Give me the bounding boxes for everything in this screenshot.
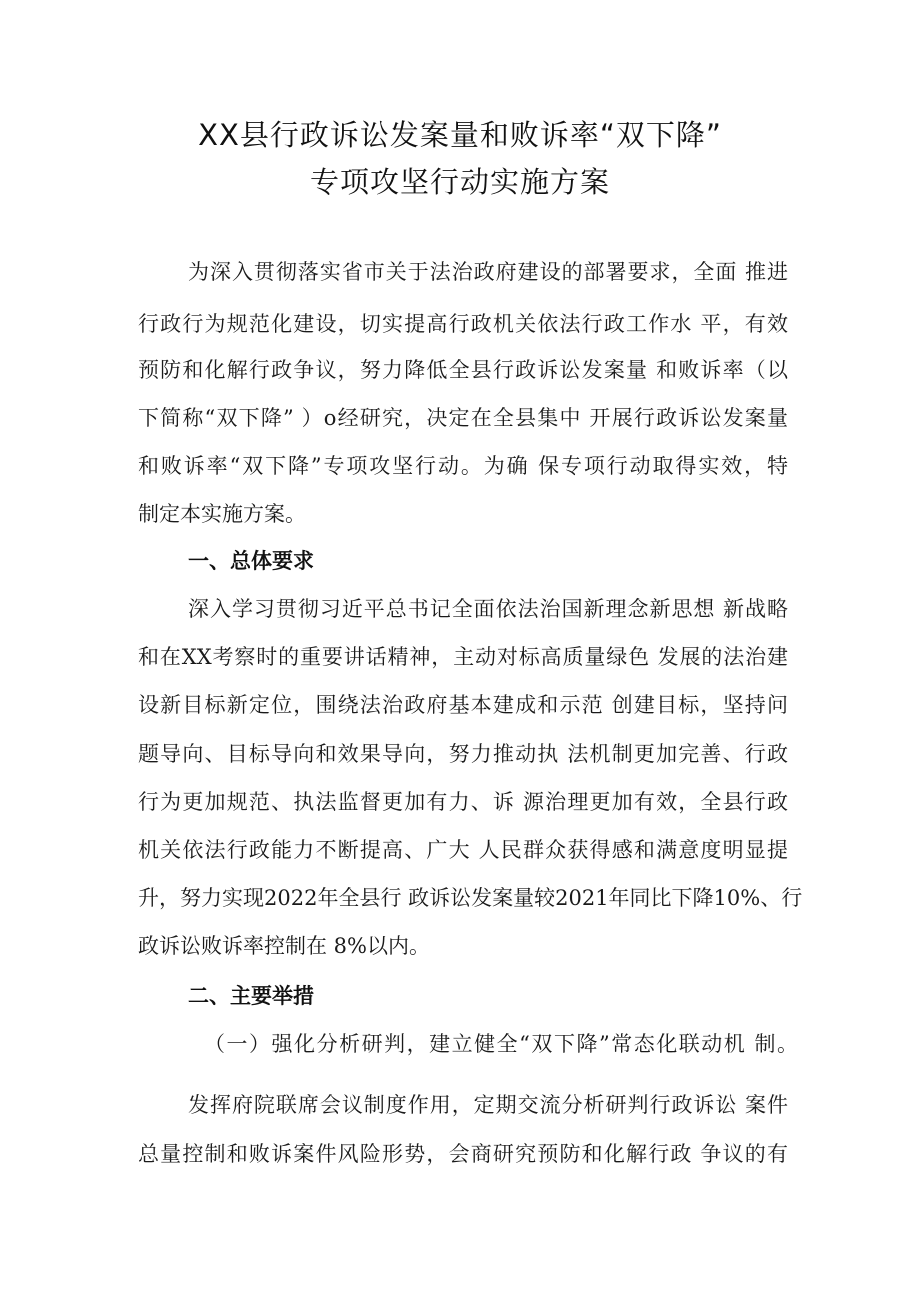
section1-line: 政诉讼败诉率控制在 8%以内。 xyxy=(138,934,430,958)
section1-line: 和在XX考察时的重要讲话精神，主动对标高质量绿色 发展的法治建 xyxy=(138,645,788,669)
section1-line: 升，努力实现2022年全县行 政诉讼发案量较2021年同比下降10%、行 xyxy=(138,886,803,910)
intro-line: 下简称“双下降” ）o经研究，决定在全县集中 开展行政诉讼发案量 xyxy=(138,406,788,430)
intro-line: 预防和化解行政争议，努力降低全县行政诉讼发案量 和败诉率（以 xyxy=(138,358,788,382)
section2-line: 总量控制和败诉案件风险形势，会商研究预防和化解行政 争议的有 xyxy=(138,1142,788,1166)
section1-line: 行为更加规范、执法监督更加有力、诉 源治理更加有效，全县行政 xyxy=(138,790,788,814)
section1-line: 题导向、目标导向和效果导向，努力推动执 法机制更加完善、行政 xyxy=(138,742,788,766)
subsection-heading-1: （一）强化分析研判，建立健全“双下降”常态化联动机 制。 xyxy=(204,1032,798,1056)
document-title-line-2: 专项攻坚行动实施方案 xyxy=(309,165,610,199)
section1-line: 设新目标新定位，围绕法治政府基本建成和示范 创建目标，坚持问 xyxy=(138,693,788,717)
section2-line: 发挥府院联席会议制度作用，定期交流分析研判行政诉讼 案件 xyxy=(188,1093,788,1117)
document-title-line-1: XX县行政诉讼发案量和败诉率“双下降” xyxy=(198,118,722,152)
section1-line: 深入学习贯彻习近平总书记全面依法治国新理念新思想 新战略 xyxy=(188,597,788,621)
section1-line: 机关依法行政能力不断提高、广大 人民群众获得感和满意度明显提 xyxy=(138,838,788,862)
intro-line: 和败诉率“双下降”专项攻坚行动。为确 保专项行动取得实效，特 xyxy=(138,454,788,478)
intro-line: 为深入贯彻落实省市关于法治政府建设的部署要求，全面 推进 xyxy=(188,260,788,284)
section-heading-general-requirements: 一、总体要求 xyxy=(188,549,314,573)
intro-line: 行政行为规范化建设，切实提高行政机关依法行政工作水 平，有效 xyxy=(138,312,788,336)
intro-line: 制定本实施方案。 xyxy=(138,502,306,526)
section-heading-main-measures: 二、主要举措 xyxy=(188,984,314,1008)
